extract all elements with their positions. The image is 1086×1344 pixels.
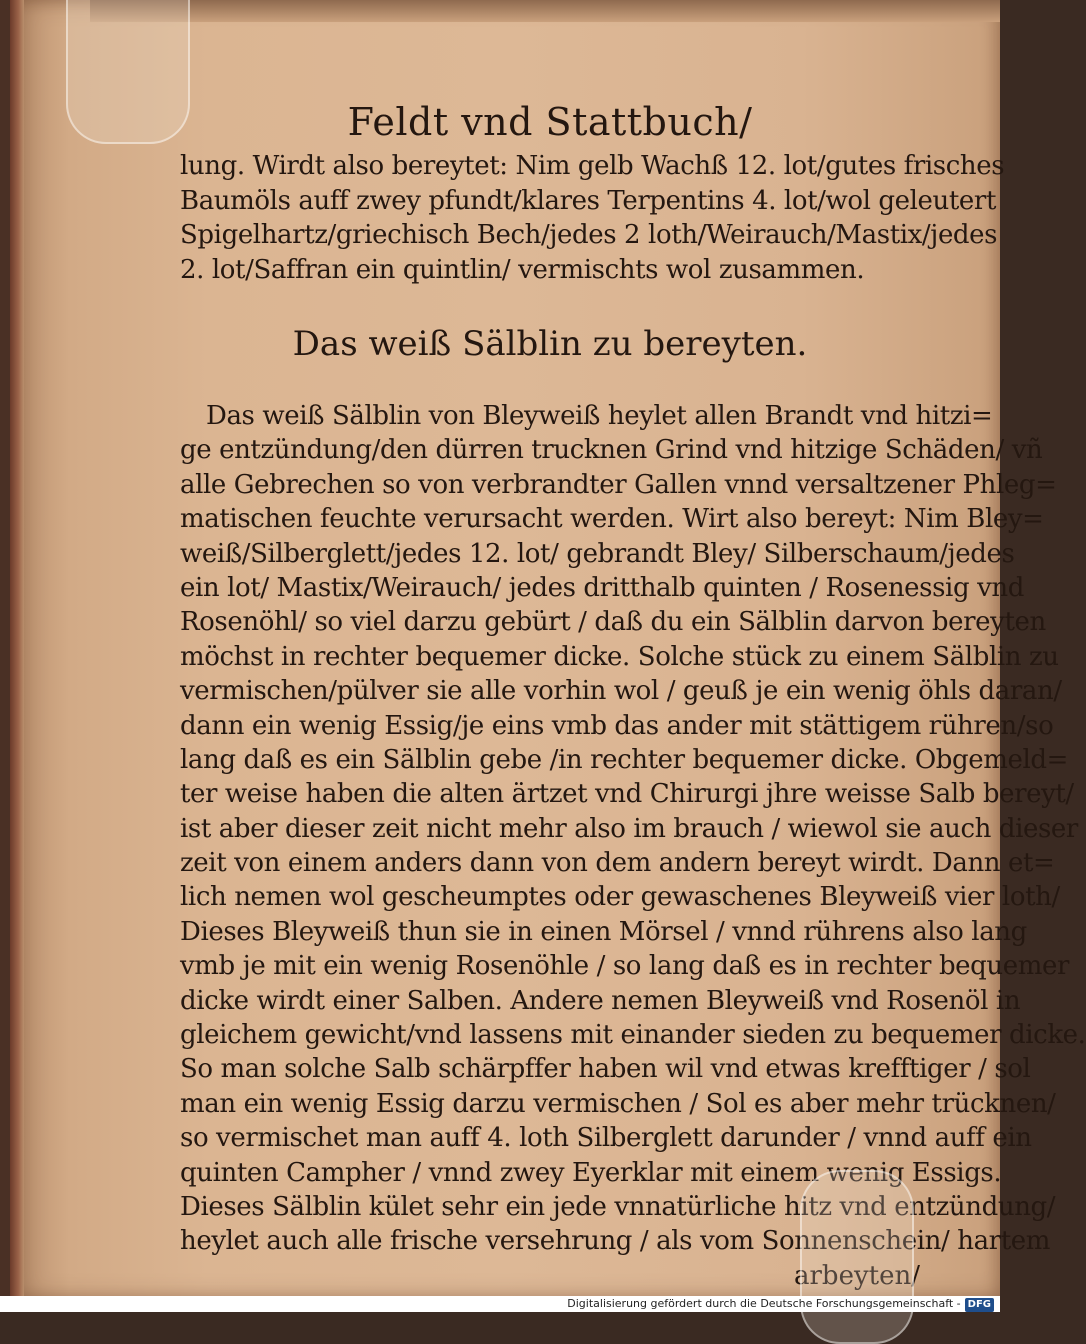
text-line: gleichem gewicht/vnd lassens mit einander sieden zu bequemer dicke.: [180, 1020, 1086, 1051]
page-clip-bottom: [800, 1170, 914, 1344]
text-line: möchst in rechter bequemer dicke. Solche stück zu einem Sälblin zu: [180, 641, 1059, 672]
running-head: Feldt vnd Stattbuch/: [347, 100, 753, 144]
section-1-text: [180, 149, 1005, 287]
text-line: ist aber dieser zeit nicht mehr also im brauch / wiewol sie auch dieser: [180, 813, 1078, 844]
text-line: dann ein wenig Essig/je eins vmb das ander mit stättigem rühren/so: [180, 710, 1054, 741]
text-line: heylet auch alle frische versehrung / als vom Sonnenschein/ hartem: [180, 1226, 1050, 1257]
text-line: weiß/Silberglett/jedes 12. lot/ gebrandt Bley/ Silberschaum/jedes: [180, 538, 1015, 569]
page-clip-top: [66, 0, 190, 144]
text-line: Baumöls auff zwey pfundt/klares Terpentins 4. lot/wol geleutert: [180, 185, 996, 216]
section-2-text: [180, 399, 1086, 1259]
text-line: Das weiß Sälblin von Bleyweiß heylet allen Brandt vnd hitzi=: [206, 401, 993, 431]
text-line: lang daß es ein Sälblin gebe /in rechter bequemer dicke. Obgemeld=: [180, 744, 1069, 775]
text-line: so vermischet man auff 4. loth Silberglett darunder / vnnd auff ein: [180, 1123, 1032, 1154]
page-text: [180, 95, 1086, 1293]
text-line: ter weise haben die alten ärtzet vnd Chirurgi jhre weisse Salb bereyt/: [180, 779, 1074, 810]
dfg-logo: DFG: [965, 1298, 994, 1312]
funding-note: Digitalisierung gefördert durch die Deutsche Forschungsgemeinschaft -: [567, 1297, 961, 1310]
text-line: vmb je mit ein wenig Rosenöhle / so lang daß es in rechter bequemer: [180, 951, 1070, 982]
text-line: dicke wirdt einer Salben. Andere nemen Bleyweiß vnd Rosenöl in: [180, 985, 1021, 1016]
digitization-footer: [0, 1296, 1000, 1312]
text-line: Dieses Sälblin kület sehr ein jede vnnatürliche hitz vnd entzündung/: [180, 1191, 1056, 1222]
text-line: lich nemen wol gescheumptes oder gewaschenes Bleyweiß vier loth/: [180, 882, 1060, 913]
text-line: Rosenöhl/ so viel darzu gebürt / daß du ein Sälblin darvon bereyten: [180, 607, 1046, 638]
text-line: Dieses Bleyweiß thun sie in einen Mörsel / vnnd rührens also lang: [180, 916, 1027, 947]
text-line: matischen feuchte verursacht werden. Wirt also bereyt: Nim Bley=: [180, 504, 1044, 535]
text-line: ein lot/ Mastix/Weirauch/ jedes dritthalb quinten / Rosenessig vnd: [180, 572, 1024, 603]
text-line: Spigelhartz/griechisch Bech/jedes 2 loth/Weirauch/Mastix/jedes: [180, 220, 998, 250]
text-line: zeit von einem anders dann von dem andern bereyt wirdt. Dann et=: [180, 848, 1055, 879]
section-heading: Das weiß Sälblin zu bereyten.: [292, 324, 808, 364]
text-line: vermischen/pülver sie alle vorhin wol / geuß je ein wenig öhls daran/: [180, 676, 1062, 707]
text-line: ge entzündung/den dürren trucknen Grind vnd hitzige Schäden/ vñ: [180, 435, 1043, 466]
text-line: lung. Wirdt also bereytet: Nim gelb Wachß 12. lot/gutes frisches: [180, 151, 1005, 181]
text-line: quinten Campher / vnnd zwey Eyerklar mit einem wenig Essigs.: [180, 1157, 1002, 1188]
page-binding-edge: [10, 0, 24, 1300]
text-line: So man solche Salb schärpffer haben wil vnd etwas krefftiger / sol: [180, 1054, 1031, 1085]
catchword: arbeyten/: [794, 1260, 920, 1291]
text-line: man ein wenig Essig darzu vermischen / Sol es aber mehr trücknen/: [180, 1088, 1056, 1119]
text-line: 2. lot/Saffran ein quintlin/ vermischts wol zusammen.: [180, 254, 865, 285]
top-page-strip: [90, 0, 1000, 22]
text-line: alle Gebrechen so von verbrandter Gallen vnnd versaltzener Phleg=: [180, 469, 1057, 500]
